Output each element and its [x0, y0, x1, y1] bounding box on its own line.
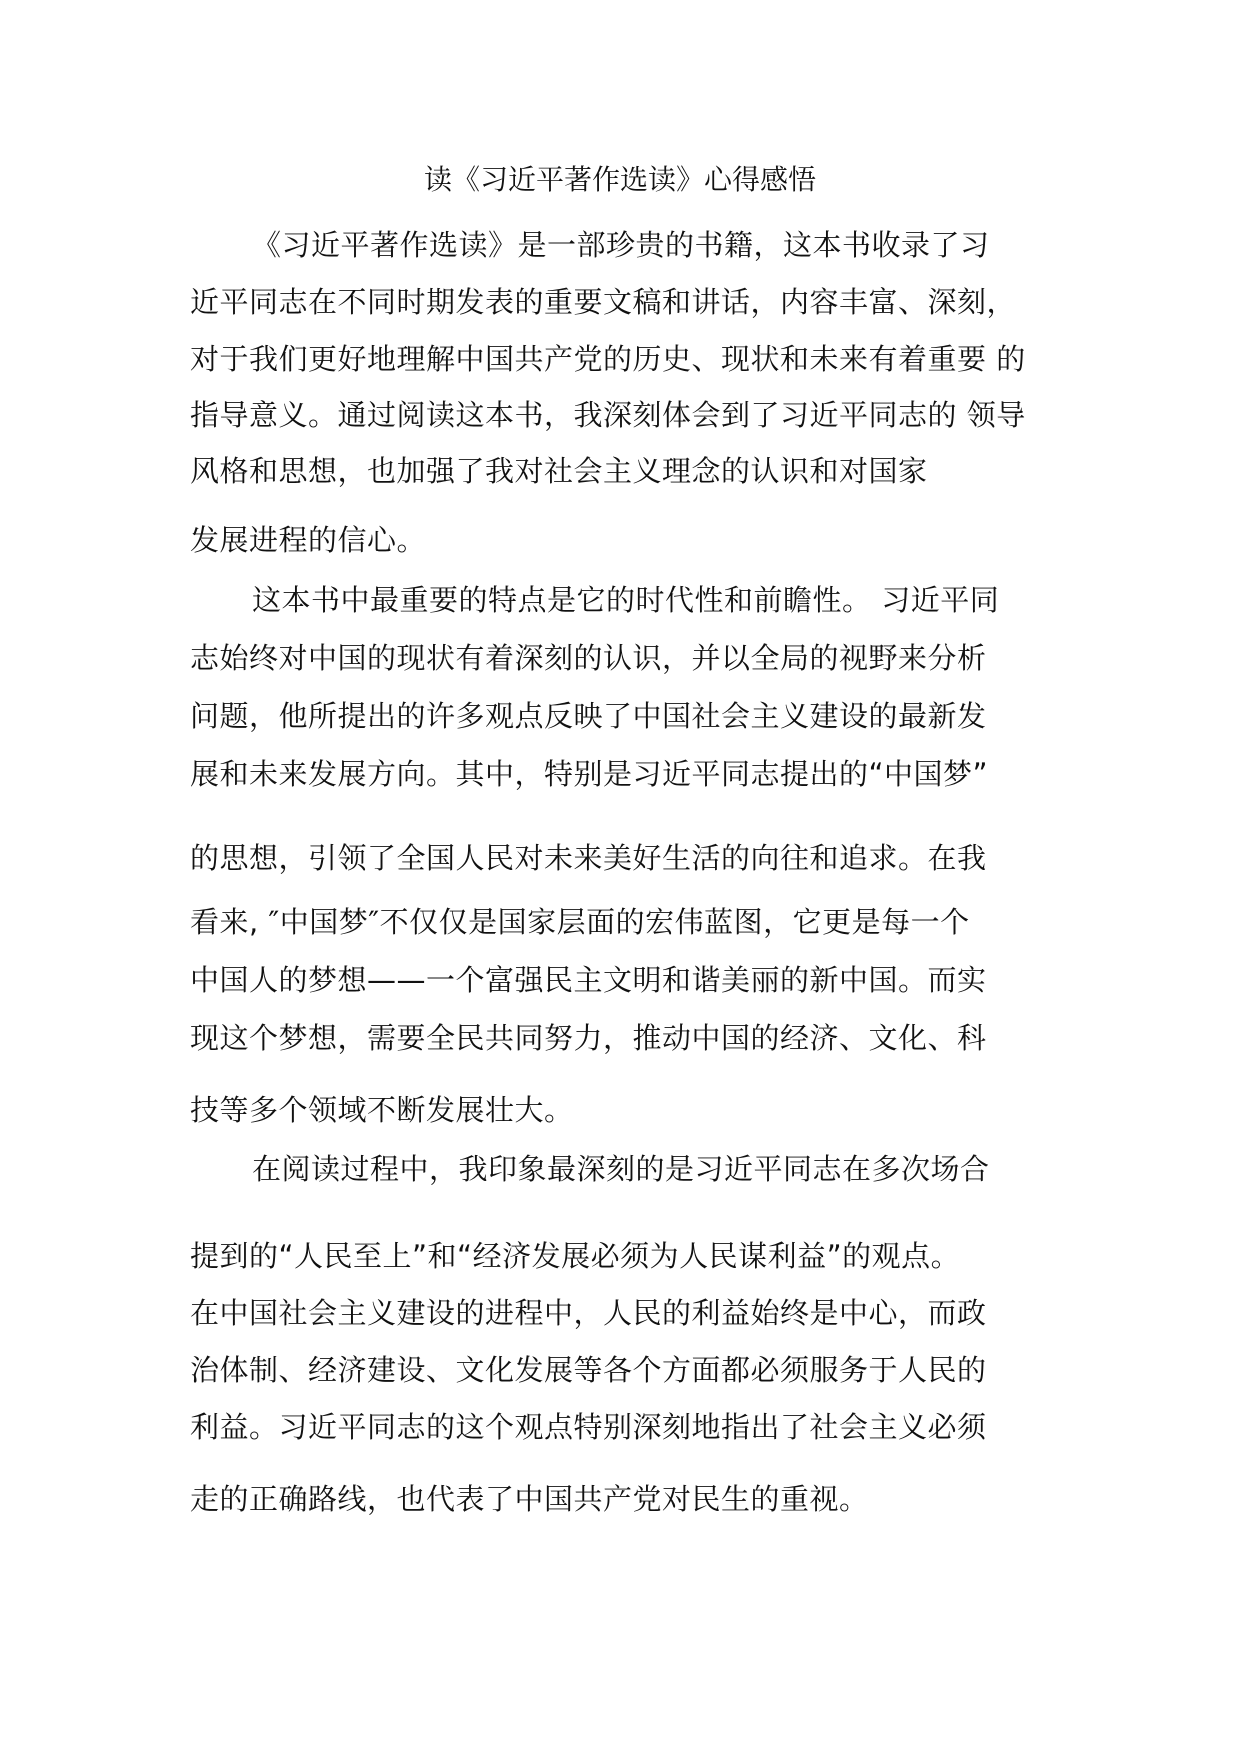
paragraph-line: 在中国社会主义建设的进程中，人民的利益始终是中心，而政: [190, 1296, 987, 1330]
paragraph-line: 发展进程的信心。: [190, 523, 427, 557]
paragraph-line: 中国人的梦想——一个富强民主文明和谐美丽的新中国。而实: [190, 963, 987, 997]
paragraph-line: 治体制、经济建设、文化发展等各个方面都必须服务于人民的: [190, 1353, 987, 1387]
paragraph-line: 对于我们更好地理解中国共产党的历史、现状和未来有着重要 的: [190, 342, 1026, 376]
paragraph-line: 提到的“人民至上”和“经济发展必须为人民谋利益”的观点。: [190, 1239, 961, 1273]
paragraph-line: 风格和思想，也加强了我对社会主义理念的认识和对国家: [190, 454, 928, 488]
paragraph-line: 在阅读过程中，我印象最深刻的是习近平同志在多次场合: [252, 1152, 990, 1186]
paragraph-line: 这本书中最重要的特点是它的时代性和前瞻性。 习近平同: [252, 583, 1000, 617]
paragraph-line: 展和未来发展方向。其中，特别是习近平同志提出的“中国梦”: [190, 757, 989, 791]
document-title: 读《习近平著作选读》心得感悟: [423, 163, 816, 196]
paragraph-line: 的思想，引领了全国人民对未来美好生活的向往和追求。在我: [190, 841, 987, 875]
paragraph-line: 技等多个领域不断发展壮大。: [190, 1093, 574, 1127]
paragraph-line: 利益。习近平同志的这个观点特别深刻地指出了社会主义必须: [190, 1410, 987, 1444]
paragraph-line: 现这个梦想，需要全民共同努力，推动中国的经济、文化、科: [190, 1021, 987, 1055]
paragraph-line: 指导意义。通过阅读这本书，我深刻体会到了习近平同志的 领导: [190, 398, 1026, 432]
paragraph-line: 看来, ″中国梦″不仅仅是国家层面的宏伟蓝图，它更是每一个: [190, 905, 970, 939]
paragraph-line: 走的正确路线，也代表了中国共产党对民生的重视。: [190, 1482, 869, 1516]
paragraph-line: 《习近平著作选读》是一部珍贵的书籍，这本书收录了习: [252, 228, 990, 262]
paragraph-line: 近平同志在不同时期发表的重要文稿和讲话，内容丰富、深刻，: [190, 285, 1017, 319]
paragraph-line: 志始终对中国的现状有着深刻的认识，并以全局的视野来分析: [190, 641, 987, 675]
paragraph-line: 问题，他所提出的许多观点反映了中国社会主义建设的最新发: [190, 699, 987, 733]
